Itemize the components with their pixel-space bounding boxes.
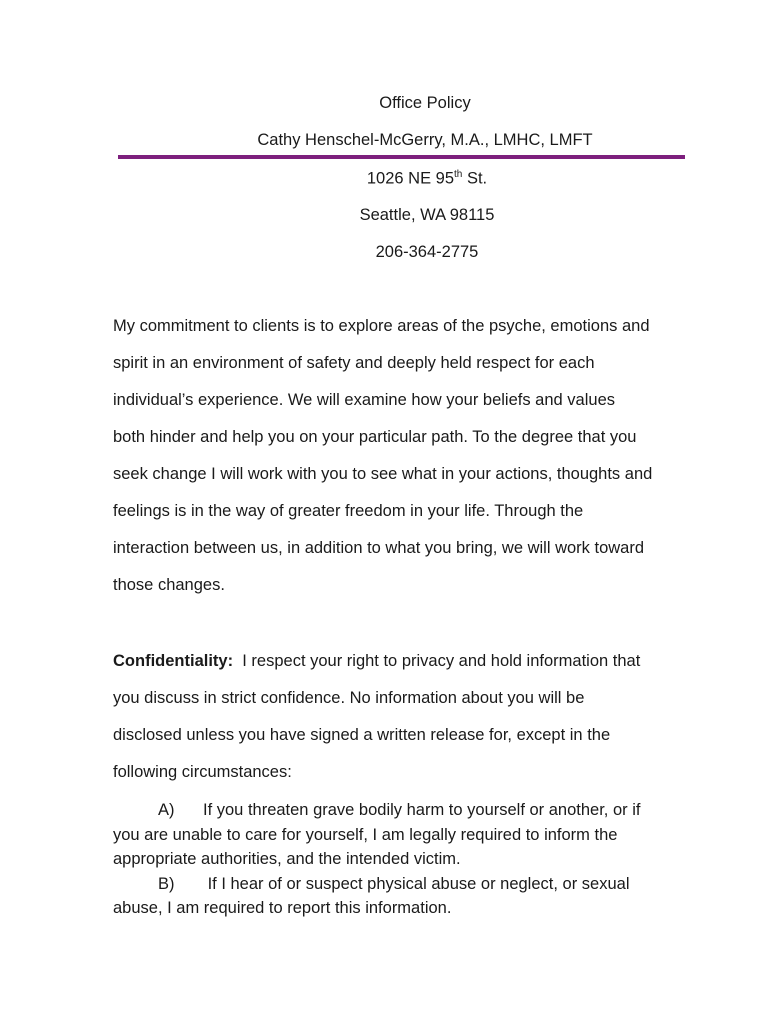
commitment-paragraph: [113, 308, 713, 604]
paragraph-line: disclosed unless you have signed a written release for, except in the: [113, 726, 611, 744]
street-suffix: St.: [462, 169, 488, 188]
paragraph-line: [113, 643, 713, 680]
header-divider: [118, 155, 685, 159]
street-number: 1026 NE 95: [366, 169, 455, 188]
paragraph-line: you discuss in strict confidence. No information about you will be: [113, 689, 585, 707]
city-state-zip: Seattle, WA 98115: [359, 206, 495, 224]
list-item-text: If I hear of or suspect physical abuse or neglect, or sexual: [203, 874, 630, 893]
paragraph-text: I respect your right to privacy and hold information that: [233, 652, 641, 670]
street-address: [42, 169, 770, 189]
list-item: [113, 798, 713, 823]
confidentiality-paragraph: [113, 643, 713, 791]
list-item-continuation: appropriate authorities, and the intended victim.: [113, 850, 461, 868]
exceptions-list: [113, 798, 713, 921]
paragraph-line: spirit in an environment of safety and deeply held respect for each: [113, 354, 595, 372]
street-ordinal: th: [454, 169, 463, 180]
list-item-continuation: you are unable to care for yourself, I am legally required to inform the: [113, 825, 618, 844]
list-item-text: If you threaten grave bodily harm to yourself or another, or if: [203, 801, 641, 819]
list-item: [113, 872, 713, 897]
paragraph-line: those changes.: [113, 576, 225, 594]
paragraph-line: following circumstances:: [113, 763, 292, 781]
paragraph-line: interaction between us, in addition to what you bring, we will work toward: [113, 539, 645, 557]
document-title: Office Policy: [379, 94, 471, 112]
paragraph-line: seek change I will work with you to see what in your actions, thoughts and: [113, 465, 653, 483]
therapist-name: Cathy Henschel-McGerry, M.A., LMHC, LMFT: [257, 131, 593, 149]
paragraph-line: both hinder and help you on your particular path. To the degree that you: [113, 428, 637, 446]
list-marker: A): [158, 801, 175, 819]
phone-number: 206-364-2775: [375, 243, 479, 261]
paragraph-line: My commitment to clients is to explore areas of the psyche, emotions and: [113, 317, 650, 335]
paragraph-line: feelings is in the way of greater freedom in your life. Through the: [113, 502, 584, 520]
paragraph-line: individual’s experience. We will examine how your beliefs and values: [113, 391, 615, 409]
confidentiality-heading: Confidentiality:: [113, 652, 234, 670]
list-marker: B): [158, 874, 175, 893]
list-item-continuation: abuse, I am required to report this information.: [113, 899, 452, 917]
